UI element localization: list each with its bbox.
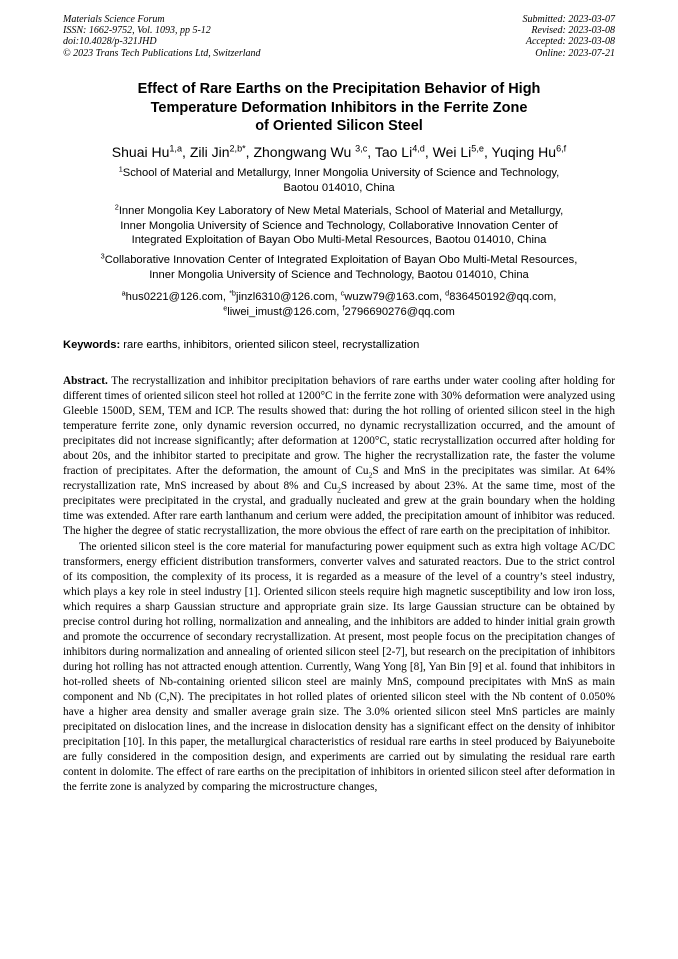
- affiliation-1: [50, 166, 628, 195]
- abstract-label: Abstract.: [63, 375, 108, 387]
- email-address: liwei_imust@126.com,: [227, 305, 343, 318]
- title-line: Effect of Rare Earths on the Precipitation Behavior of High: [137, 81, 541, 97]
- author-superscript: 6,f: [556, 143, 567, 154]
- author-separator: ,: [424, 144, 433, 160]
- author-name: Yuqing Hu: [491, 144, 557, 160]
- email-block: [50, 290, 628, 319]
- author-superscript: 3,c: [355, 143, 368, 154]
- affiliation-3: [50, 253, 628, 282]
- email-superscript: e: [223, 302, 228, 312]
- body-text: [63, 374, 615, 795]
- affiliation-text: Integrated Exploitation of Bayan Obo Multi-Metal Resources, Baotou 014010, China: [131, 234, 547, 247]
- accepted-date: Accepted: 2023-03-08: [525, 36, 615, 48]
- author-name: Wei Li: [432, 144, 472, 160]
- affiliation-2: [50, 204, 628, 248]
- abstract-text: The recrystallization and inhibitor precipitation behaviors of rare earths under water cooling after holding for different times of oriented silicon steel hot rolled at 1200°C in the ferrite zone with 30% deformation were analyzed using Gleeble 1500D, SEM, TEM and ICP. The results showed that: during the hot rolling of oriented silicon steel in the high temperature ferrite zone, only dynamic reversion occurred, no dynamic recrystallization occurred, and the amount of precipitates did not increase significantly; after deformation at 1200°C, static recrystallization occurred after holding for about 20s, and the inhibitor started to precipitate and grow. The higher the recrystallization rate, the faster the volume fraction of precipitates. After the deformation, the amount of Cu: [63, 375, 615, 478]
- author-separator: ,: [182, 144, 190, 160]
- affiliation-text: Inner Mongolia Key Laboratory of New Metal Materials, School of Material and Metallurgy,: [118, 205, 564, 217]
- journal-header-right: [523, 14, 616, 59]
- affiliation-text: Baotou 014010, China: [283, 181, 395, 194]
- email-superscript: a: [121, 288, 126, 298]
- online-date: Online: 2023-07-21: [535, 47, 615, 59]
- abstract-text: S increased by about 23%. At the same time, most of the precipitates were precipitated in the crystal, and gradually nucleated and grew at the grain boundary when the holding time was extended. After rare earth lanthanum and cerium were added, the precipitation amount of inhibitor was reduced. The higher the degree of static recrystallization, the more obvious the effect of rare earth on the precipitation of inhibitor.: [63, 480, 615, 538]
- affiliation-number: 1: [118, 164, 123, 174]
- author-name: Zili Jin: [189, 144, 230, 160]
- affiliation-text: Inner Mongolia University of Science and Technology, Baotou 014010, China: [149, 268, 529, 281]
- affiliation-text: Collaborative Innovation Center of Integrated Exploitation of Bayan Obo Multi-Metal Resources,: [104, 254, 578, 266]
- abstract-text: S and MnS in the precipitates was similar. At 64% recrystallization rate, MnS increased by about 8% and Cu: [63, 465, 615, 493]
- doi-line: doi:10.4028/p-321JHD: [63, 36, 157, 48]
- paper-title: [60, 80, 618, 136]
- keywords-line: [63, 338, 623, 352]
- author-separator: ,: [367, 144, 375, 160]
- author-separator: ,: [483, 144, 492, 160]
- email-address: 836450192@qq.com,: [449, 291, 557, 303]
- affiliation-text: Inner Mongolia University of Science and Technology, Collaborative Innovation Center of: [120, 219, 558, 232]
- subscript: 2: [368, 470, 373, 480]
- revised-date: Revised: 2023-03-08: [531, 25, 615, 37]
- abstract-paragraph: [63, 374, 615, 540]
- email-address: hus0221@126.com,: [125, 291, 230, 303]
- author-list: [40, 143, 638, 161]
- author-superscript: 1,a: [169, 143, 183, 154]
- journal-name: Materials Science Forum: [63, 14, 165, 25]
- author-superscript: 2,b*: [229, 143, 246, 154]
- journal-header-left: [63, 14, 261, 59]
- author-name: Shuai Hu: [111, 144, 170, 160]
- email-superscript: c: [340, 288, 345, 298]
- email-address: wuzw79@163.com,: [344, 291, 446, 303]
- author-name: Zhongwang Wu: [253, 144, 356, 160]
- email-superscript: d: [445, 288, 450, 298]
- author-name: Tao Li: [374, 144, 413, 160]
- title-line: Temperature Deformation Inhibitors in the Ferrite Zone: [150, 99, 528, 116]
- title-line: of Oriented Silicon Steel: [255, 118, 423, 134]
- author-superscript: 5,e: [471, 143, 484, 154]
- author-separator: ,: [245, 144, 254, 160]
- intro-paragraph: The oriented silicon steel is the core material for manufacturing power equipment such as extra high voltage AC/DC transformers, energy efficient distribution transformers, converter valves and saturated reactors. Due to the strict control of its composition, the complexity of its process, it is regarded as a measure of the level of a country’s steel industry, which plays a key role in steel industry [1]. Oriented silicon steels require high magnetic susceptibility and low iron loss, which requires a sharp Gaussian structure and appropriate grain size. Its large Gaussian structure can be obtained by precise control during hot rolling, normalization and annealing, and the inhibitors are added to hinder initial grain growth and promote the occurrence of secondary recrystallization. At present, most people focus on the precipitation changes of inhibitors during normalization and annealing of oriented silicon steel [2-7], but research on the precipitation of inhibitors during hot rolling has not attracted enough attention. Currently, Wang Yong [8], Yan Bin [9] et al. found that inhibitors in hot-rolled sheets of Nb-containing oriented silicon steel are mainly MnS, compound precipitates with MnS as main component and Nb (C,N). The precipitates in hot rolled plates of oriented silicon steel with the Nb content of 0.050% have a higher area density and smaller average grain size. The 3.0% oriented silicon steel MnS particles are mainly precipitated on dislocation lines, and the increase in dislocation density has a significant effect on the density of inhibitor precipitation [10]. In this paper, the metallurgical characteristics of residual rare earths in steel produced by Baiyuneboite are fully considered in the composition design, and experiments are carried out by simulating the residual rare earth content in dolomite. The effect of rare earths on the precipitation of inhibitors in oriented silicon steel after deformation in the ferrite zone is analyzed by comparing the microstructure changes,: [63, 540, 615, 794]
- author-superscript: 4,d: [412, 143, 425, 154]
- keywords-label: Keywords:: [63, 339, 121, 351]
- email-superscript: *b: [229, 288, 236, 298]
- subscript: 2: [337, 485, 341, 495]
- copyright-line: © 2023 Trans Tech Publications Ltd, Switzerland: [63, 47, 261, 59]
- keywords-text: rare earths, inhibitors, oriented silicon steel, recrystallization: [120, 339, 420, 351]
- issn-line: ISSN: 1662-9752, Vol. 1093, pp 5-12: [63, 25, 211, 37]
- email-address: 2796690276@qq.com: [344, 305, 455, 318]
- affiliation-number: 3: [100, 251, 105, 261]
- email-address: jinzl6310@126.com,: [235, 291, 341, 303]
- submitted-date: Submitted: 2023-03-07: [522, 14, 615, 25]
- affiliation-text: School of Material and Metallurgy, Inner Mongolia University of Science and Technology,: [122, 167, 560, 179]
- email-superscript: f: [342, 302, 345, 312]
- affiliation-number: 2: [114, 202, 119, 212]
